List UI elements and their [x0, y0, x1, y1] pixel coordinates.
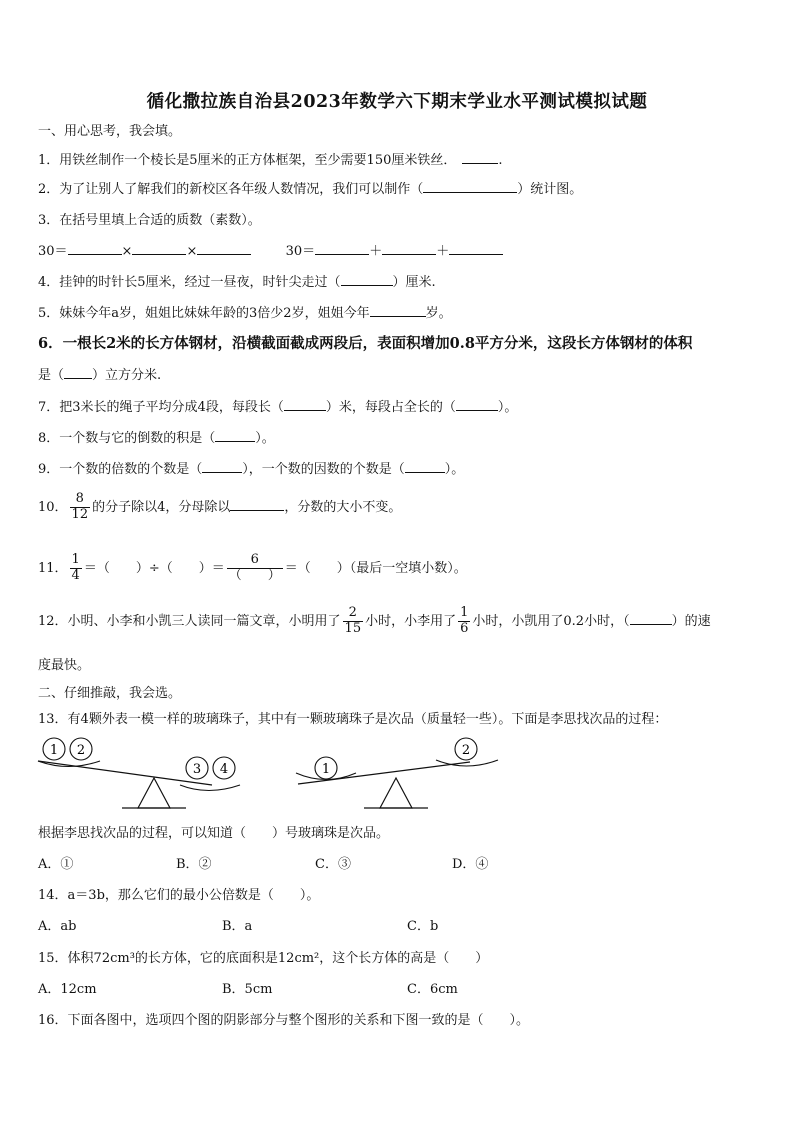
- answer-blank[interactable]: [64, 366, 92, 379]
- q11-mid: ＝（ ）÷（ ）＝: [83, 560, 225, 576]
- fraction: [227, 553, 283, 584]
- option-d[interactable]: D．④: [452, 857, 489, 872]
- fraction-numerator: 2: [348, 605, 357, 620]
- bead-label: 3: [192, 762, 202, 777]
- question-1: [38, 149, 503, 168]
- q6-end: ）立方分米.: [92, 368, 162, 383]
- option-b[interactable]: B．a: [222, 919, 253, 934]
- bead-label: 2: [461, 743, 471, 758]
- q12-text-a: 12．小明、小李和小凯三人读同一篇文章，小明用了: [38, 613, 341, 629]
- balance-diagram: [30, 732, 510, 814]
- option-a[interactable]: A．12cm: [38, 982, 97, 997]
- bead-label: 1: [321, 762, 331, 777]
- option-a[interactable]: A．①: [38, 857, 74, 872]
- fraction: [343, 606, 364, 637]
- q9-end: ）。: [444, 462, 465, 477]
- option-c[interactable]: C．6cm: [407, 982, 458, 997]
- answer-blank[interactable]: [315, 242, 369, 255]
- q3a-lhs: 30＝: [38, 244, 68, 259]
- question-13: 13．有4颗外表一模一样的玻璃珠子，其中有一颗玻璃珠子是次品（质量轻一些）。下面是李思找次品的过程：: [38, 712, 668, 727]
- q6-text: 是（: [38, 368, 65, 383]
- q12-text-d: ）的速: [671, 613, 711, 629]
- q2-text: 2．为了让别人了解我们的新校区各年级人数情况，我们可以制作（: [38, 182, 424, 197]
- question-4: [38, 271, 436, 290]
- q8-end: ）。: [255, 431, 275, 446]
- fraction-denominator: 6: [460, 620, 469, 636]
- question-16: 16．下面各图中，选项四个图的阴影部分与整个图形的关系和下图一致的是（ ）。: [38, 1013, 530, 1028]
- answer-blank[interactable]: [197, 242, 251, 255]
- section-heading-1: 一、用心思考，我会填。: [38, 124, 182, 139]
- fraction-numerator: 1: [71, 552, 80, 567]
- question-15-options: [38, 978, 758, 996]
- q7-end: ）。: [497, 400, 518, 415]
- question-3: 3．在括号里填上合适的质数（素数）。: [38, 213, 261, 228]
- question-5: [38, 302, 452, 321]
- q12-text-c: 小时，小凯用了0.2小时，（: [472, 613, 630, 629]
- q10-number: 10．: [38, 499, 68, 515]
- q5-end: 岁。: [425, 306, 452, 321]
- q12-text-b: 小时，小李用了: [365, 613, 457, 629]
- question-11: [38, 553, 467, 584]
- question-6-line-1: 6．一根长2米的长方体钢材，沿横截面截成两段后，表面积增加0.8平方分米，这段长方体钢材的体积: [38, 335, 693, 352]
- answer-blank[interactable]: [449, 242, 503, 255]
- question-6-line-2: [38, 364, 161, 383]
- question-13-options: [38, 853, 758, 871]
- q8-text: 8．一个数与它的倒数的积是（: [38, 431, 216, 446]
- answer-blank[interactable]: [462, 151, 498, 164]
- answer-blank[interactable]: [284, 398, 326, 411]
- answer-blank[interactable]: [68, 242, 122, 255]
- q11-end: ＝（ ）（最后一空填小数）。: [284, 560, 467, 576]
- question-2: [38, 178, 582, 197]
- q1-text: 1．用铁丝制作一个棱长是5厘米的正方体框架，至少需要150厘米铁丝．: [38, 153, 457, 168]
- fraction: [70, 492, 91, 523]
- balance-left: [38, 738, 240, 808]
- option-c[interactable]: C．b: [407, 919, 439, 934]
- answer-blank[interactable]: [456, 398, 498, 411]
- q3b-lhs: 30＝: [285, 244, 316, 259]
- q7-text: 7．把3米长的绳子平均分成4段，每段长（: [38, 400, 284, 415]
- answer-blank[interactable]: [215, 429, 255, 442]
- option-b[interactable]: B．5cm: [222, 982, 273, 997]
- question-15: 15．体积72cm³的长方体，它的底面积是12cm²，这个长方体的高是（ ）: [38, 951, 489, 966]
- question-14-options: [38, 915, 758, 933]
- bead-label: 1: [49, 743, 59, 758]
- answer-blank[interactable]: [370, 304, 426, 317]
- fraction-denominator: 4: [71, 567, 80, 583]
- option-c[interactable]: C．③: [315, 857, 351, 872]
- fraction-numerator: 8: [75, 491, 84, 506]
- q5-text: 5．妹妹今年a岁，姐姐比妹妹年龄的3倍少2岁，姐姐今年: [38, 306, 370, 321]
- fraction-numerator: 6: [250, 552, 259, 567]
- answer-blank[interactable]: [132, 242, 186, 255]
- bead-label: 2: [76, 743, 86, 758]
- q4-end: ）厘米.: [392, 275, 436, 290]
- times-sign: ×: [121, 244, 133, 259]
- answer-blank[interactable]: [630, 612, 672, 625]
- question-3-row: [38, 240, 503, 259]
- question-7: [38, 396, 517, 415]
- answer-blank[interactable]: [202, 460, 242, 473]
- question-9: [38, 458, 464, 477]
- question-12-line-2: 度最快。: [38, 658, 91, 673]
- answer-blank[interactable]: [382, 242, 436, 255]
- option-a[interactable]: A．ab: [38, 919, 77, 934]
- fraction-denominator: 12: [71, 506, 89, 522]
- q10-text: 的分子除以4，分母除以: [92, 499, 231, 515]
- q7-mid: ）米，每段占全长的（: [325, 400, 456, 415]
- section-heading-2: 二、仔细推敲，我会选。: [38, 686, 182, 701]
- q10-end: ，分数的大小不变。: [284, 499, 402, 515]
- fraction-denominator: 15: [344, 620, 362, 636]
- q2-end: ）统计图。: [517, 182, 583, 197]
- plus-sign: ＋: [369, 244, 383, 259]
- fraction-numerator: 1: [460, 605, 469, 620]
- q9-mid: ），一个数的因数的个数是（: [242, 462, 405, 477]
- fraction: [458, 606, 470, 637]
- question-12-line-1: [38, 606, 711, 637]
- fraction: [70, 553, 82, 584]
- balance-right: [296, 738, 498, 808]
- answer-blank[interactable]: [423, 180, 517, 193]
- answer-blank[interactable]: [405, 460, 445, 473]
- plus-sign: ＋: [436, 244, 450, 259]
- fraction-denominator: （ ）: [228, 567, 281, 583]
- q11-number: 11．: [38, 560, 68, 576]
- q9-text: 9．一个数的倍数的个数是（: [38, 462, 203, 477]
- question-8: [38, 427, 275, 446]
- q1-end: .: [498, 153, 503, 168]
- question-13-prompt: 根据李思找次品的过程，可以知道（ ）号玻璃珠是次品。: [38, 826, 390, 841]
- question-14: 14．a＝3b，那么它们的最小公倍数是（ ）。: [38, 888, 320, 903]
- page-title: 循化撒拉族自治县2023年数学六下期末学业水平测试模拟试题: [146, 92, 648, 112]
- answer-blank[interactable]: [230, 498, 284, 511]
- times-sign: ×: [186, 244, 198, 259]
- question-10: [38, 492, 401, 523]
- option-b[interactable]: B．②: [176, 857, 212, 872]
- bead-label: 4: [219, 762, 229, 777]
- q4-text: 4．挂钟的时针长5厘米，经过一昼夜，时针尖走过（: [38, 275, 341, 290]
- answer-blank[interactable]: [341, 273, 393, 286]
